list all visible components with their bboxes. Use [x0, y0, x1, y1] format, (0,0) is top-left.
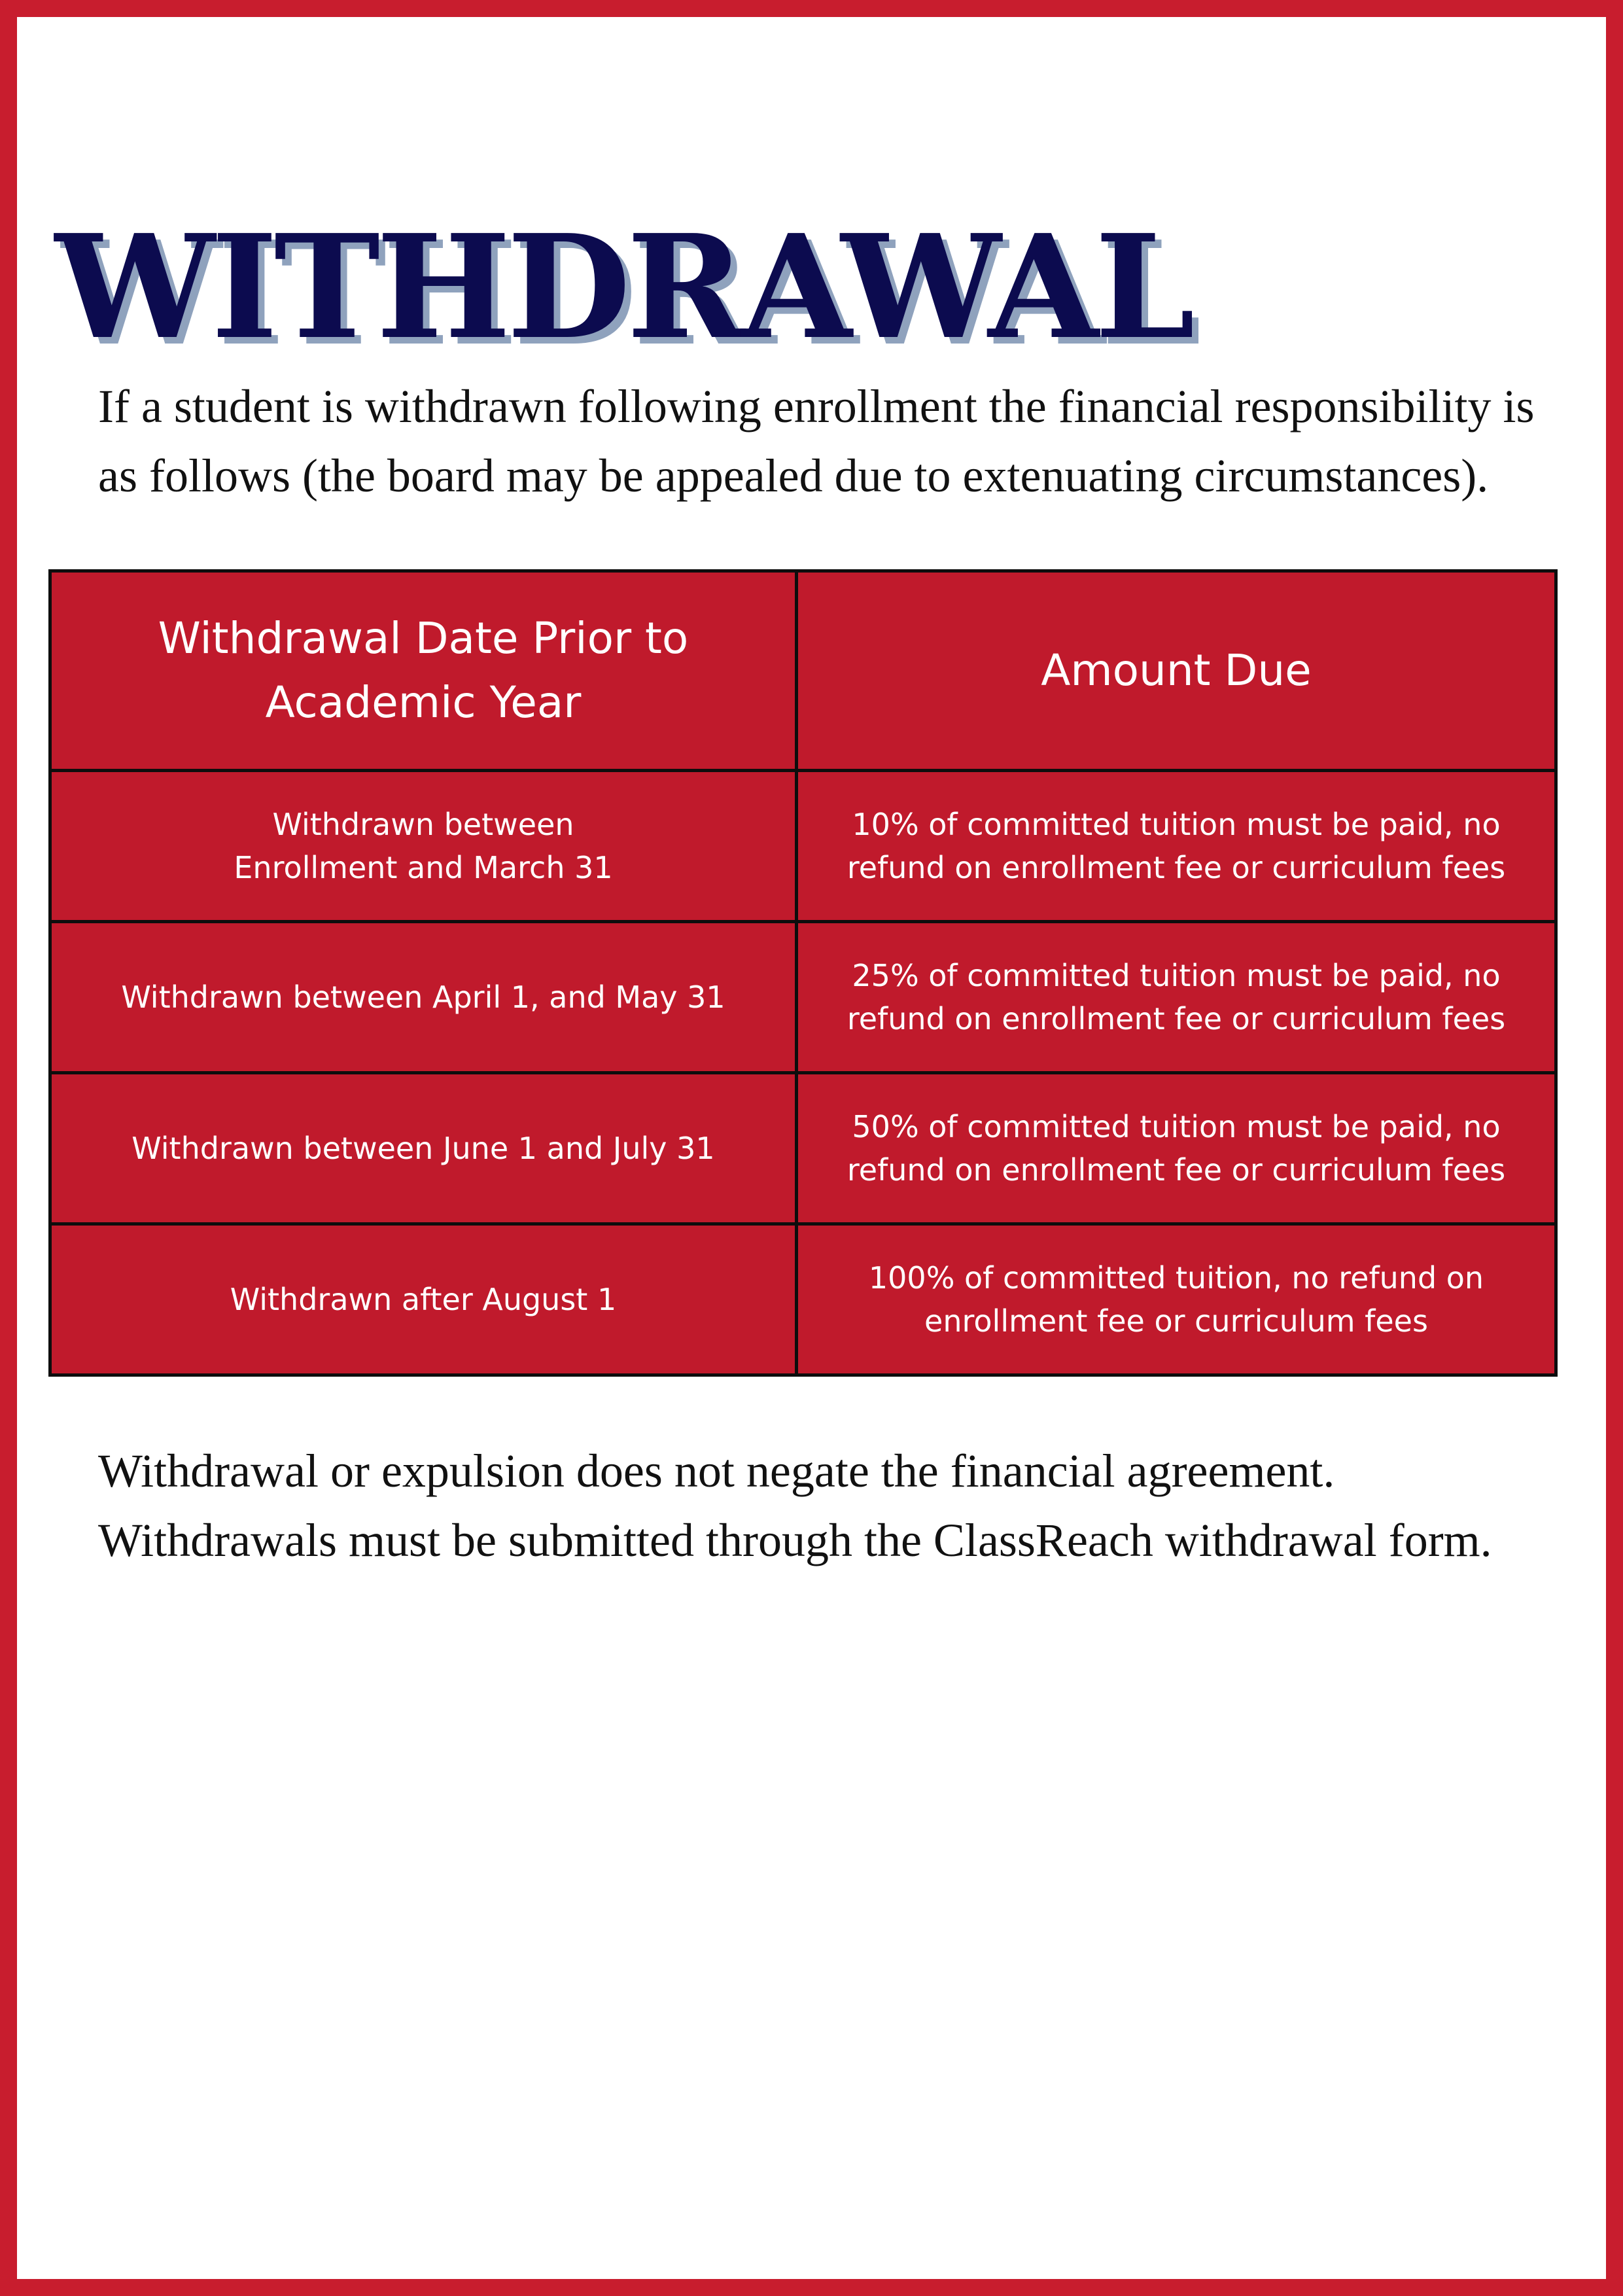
header-amount-due: Amount Due [797, 571, 1556, 771]
amount-cell: 50% of committed tuition must be paid, no refund on enrollment fee or curriculum fees [797, 1073, 1556, 1224]
table-row [50, 1073, 1556, 1224]
footer-line-financial-agreement: Withdrawal or expulsion does not negate the financial agreement. [98, 1445, 1335, 1497]
table-header-row [50, 571, 1556, 771]
period-cell: Withdrawn after August 1 [50, 1224, 797, 1375]
amount-cell: 25% of committed tuition must be paid, no refund on enrollment fee or curriculum fees [797, 922, 1556, 1073]
period-cell: Withdrawn between April 1, and May 31 [50, 922, 797, 1073]
period-cell: Withdrawn between Enrollment and March 31 [50, 771, 797, 922]
table-row [50, 1224, 1556, 1375]
page-title: WITHDRAWAL [55, 203, 1191, 371]
footer-note [98, 1436, 1570, 1575]
period-cell: Withdrawn between June 1 and July 31 [50, 1073, 797, 1224]
header-withdrawal-date: Withdrawal Date Prior to Academic Year [50, 571, 797, 771]
table-row [50, 922, 1556, 1073]
withdrawal-policy-table [48, 569, 1558, 1377]
amount-cell: 100% of committed tuition, no refund on enrollment fee or curriculum fees [797, 1224, 1556, 1375]
amount-cell: 10% of committed tuition must be paid, no refund on enrollment fee or curriculum fees [797, 771, 1556, 922]
intro-paragraph: If a student is withdrawn following enrollment the financial responsibility is as follows (the board may be appealed due to extenuating circumstances). [98, 380, 1535, 502]
table-row [50, 771, 1556, 922]
footer-line-withdrawal-form: Withdrawals must be submitted through the ClassReach withdrawal form. [98, 1514, 1492, 1566]
